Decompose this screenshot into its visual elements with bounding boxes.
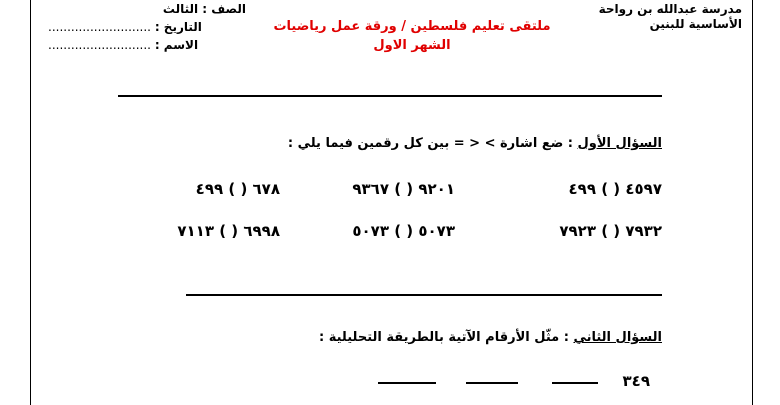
answer-blank-3[interactable] [378, 382, 436, 384]
name-label: الاسم : [154, 38, 199, 52]
answer-blank-1[interactable] [552, 382, 598, 384]
school-name: مدرسة عبدالله بن رواحة [598, 2, 742, 16]
worksheet-title: ملتقى تعليم فلسطين / ورقة عمل رياضيات [273, 19, 551, 34]
date-label: التاريخ : [154, 20, 202, 34]
worksheet-subtitle: الشهر الاول [373, 38, 451, 53]
right-border-line [752, 0, 753, 405]
question2-instruction: : مثّل الأرقام الآتية بالطريقة التحليلية : [319, 330, 569, 345]
question2-heading [319, 330, 662, 345]
answer-blank-2[interactable] [466, 382, 518, 384]
question-divider [186, 294, 662, 296]
question2-number: ٣٤٩ [622, 372, 650, 390]
grade-label: الصف : الثالث [162, 2, 246, 16]
question1-heading [288, 136, 662, 151]
question1-instruction: : ضع اشارة > < = بين كل رقمين فيما يلي : [287, 136, 573, 151]
date-row [48, 20, 202, 34]
q1-row1-item1: ٤٥٩٧ ( ) ٤٩٩ [568, 180, 662, 198]
school-type: الأساسية للبنين [649, 17, 742, 31]
q1-row1-item3: ٦٧٨ ( ) ٤٩٩ [195, 180, 280, 198]
name-dots: ........................... [48, 38, 151, 52]
q1-row2-item2: ٥٠٧٣ ( ) ٥٠٧٣ [352, 222, 455, 240]
question2-label: السؤال الثاني [573, 330, 662, 345]
date-dots: ........................... [48, 20, 151, 34]
question1-label: السؤال الأول [577, 136, 662, 151]
header-divider [118, 95, 662, 97]
q1-row2-item1: ٧٩٣٢ ( ) ٧٩٢٣ [559, 222, 662, 240]
name-row [48, 38, 198, 52]
left-border-line [30, 0, 31, 405]
q1-row2-item3: ٦٩٩٨ ( ) ٧١١٣ [177, 222, 280, 240]
q1-row1-item2: ٩٢٠١ ( ) ٩٣٦٧ [352, 180, 455, 198]
